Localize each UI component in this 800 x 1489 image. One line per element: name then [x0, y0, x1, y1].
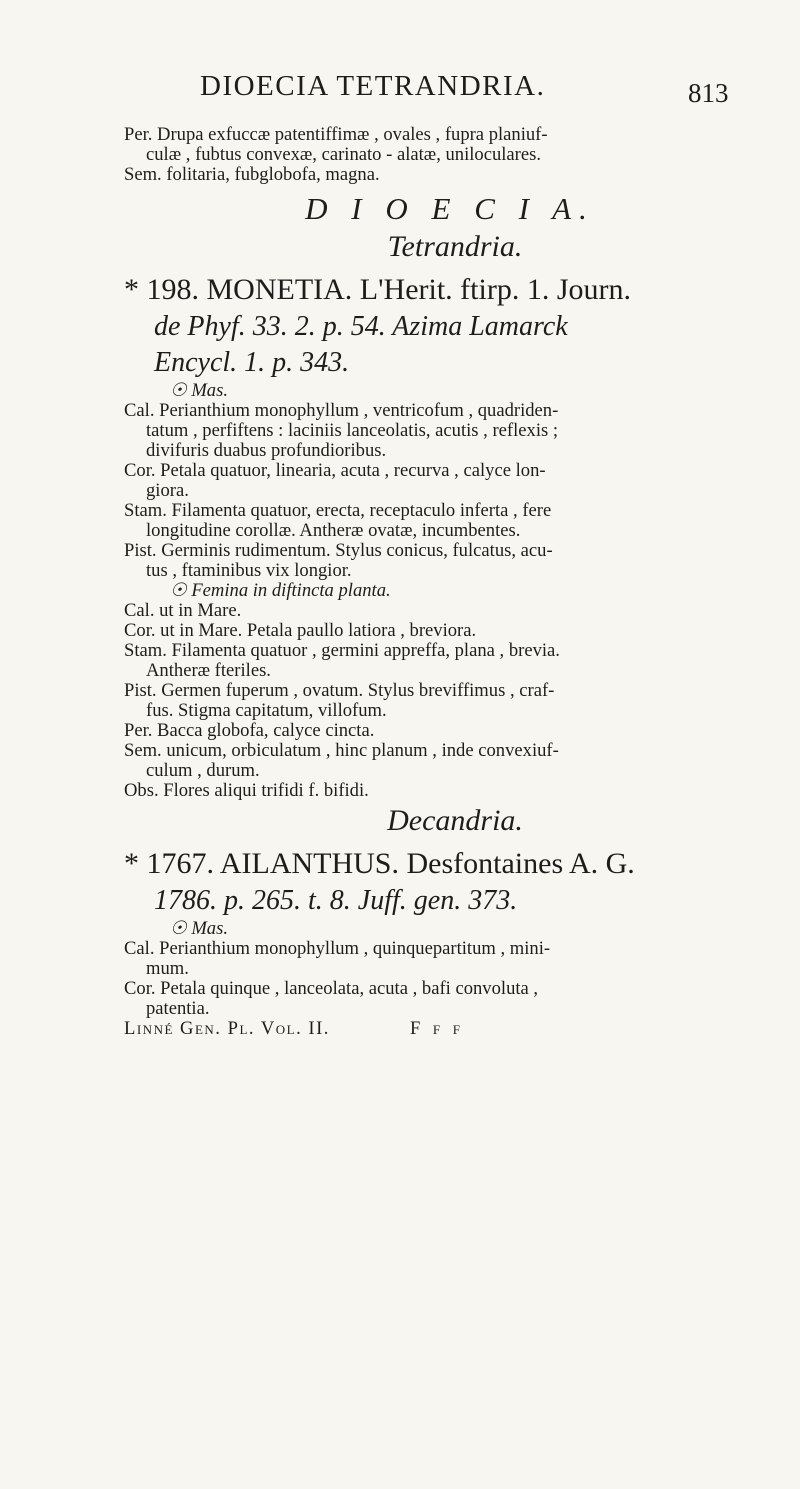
running-title: DIOECIA TETRANDRIA. [200, 70, 546, 102]
text-line: Pist. Germen fuperum , ovatum. Stylus breviffimus , craf- [124, 680, 555, 701]
footer-title: Linné Gen. Pl. Vol. II. [124, 1018, 330, 1039]
text-line: tatum , perfiftens : laciniis lanceolatis, acutis , reflexis ; [146, 420, 559, 441]
order-heading: Tetrandria. [387, 230, 523, 263]
text-line: culum , durum. [146, 760, 260, 781]
text-line: culæ , fubtus convexæ, carinato - alatæ, uniloculares. [146, 144, 542, 165]
text-line: Antheræ fteriles. [146, 660, 271, 681]
text-line: tus , ftaminibus vix longior. [146, 560, 352, 581]
text-line: Pist. Germinis rudimentum. Stylus conicus, fulcatus, acu- [124, 540, 553, 561]
text-line: Per. Bacca globofa, calyce cincta. [124, 720, 375, 741]
genus-heading: * 1767. AILANTHUS. Desfontaines A. G. [124, 847, 635, 880]
text-line: patentia. [146, 998, 210, 1019]
genus-reference: de Phyf. 33. 2. p. 54. Azima Lamarck [154, 311, 568, 342]
order-heading: Decandria. [387, 804, 523, 837]
text-line: Cor. Petala quatuor, linearia, acuta , recurva , calyce lon- [124, 460, 546, 481]
page-header [0, 56, 800, 116]
text-line: giora. [146, 480, 189, 501]
text-line: Per. Drupa exfuccæ patentiffimæ , ovales , fupra planiuf- [124, 124, 548, 145]
sex-heading: ☉ Mas. [170, 918, 228, 939]
text-line: Cal. ut in Mare. [124, 600, 242, 621]
page-footer [124, 1019, 746, 1039]
class-heading: D I O E C I A. [305, 191, 595, 226]
signature-mark: F f f [409, 1018, 465, 1039]
page-number: 813 [688, 78, 729, 108]
text-line: Cor. ut in Mare. Petala paullo latiora , breviora. [124, 620, 477, 641]
text-line: Stam. Filamenta quatuor, erecta, receptaculo inferta , fere [124, 500, 552, 521]
text-line: divifuris duabus profundioribus. [146, 440, 387, 461]
text-line: Stam. Filamenta quatuor , germini appreffa, plana , brevia. [124, 640, 560, 661]
genus-heading: * 198. MONETIA. L'Herit. ftirp. 1. Journ. [124, 273, 631, 306]
text-line: Cal. Perianthium monophyllum , ventricofum , quadriden- [124, 400, 559, 421]
sex-heading: ☉ Femina in diftincta planta. [170, 580, 391, 601]
genus-reference: Encycl. 1. p. 343. [154, 347, 350, 378]
text-line: Cor. Petala quinque , lanceolata, acuta , bafi convoluta , [124, 978, 539, 999]
text-line: longitudine corollæ. Antheræ ovatæ, incumbentes. [146, 520, 521, 541]
text-line: Obs. Flores aliqui trifidi f. bifidi. [124, 780, 369, 801]
text-line: mum. [146, 958, 189, 979]
text-line: Sem. folitaria, fubglobofa, magna. [124, 164, 380, 185]
page-body [124, 125, 746, 1039]
sex-heading: ☉ Mas. [170, 380, 228, 401]
text-line: Cal. Perianthium monophyllum , quinquepartitum , mini- [124, 938, 551, 959]
text-line: Sem. unicum, orbiculatum , hinc planum , inde convexiuf- [124, 740, 559, 761]
text-line: fus. Stigma capitatum, villofum. [146, 700, 387, 721]
genus-reference: 1786. p. 265. t. 8. Juff. gen. 373. [154, 885, 518, 916]
